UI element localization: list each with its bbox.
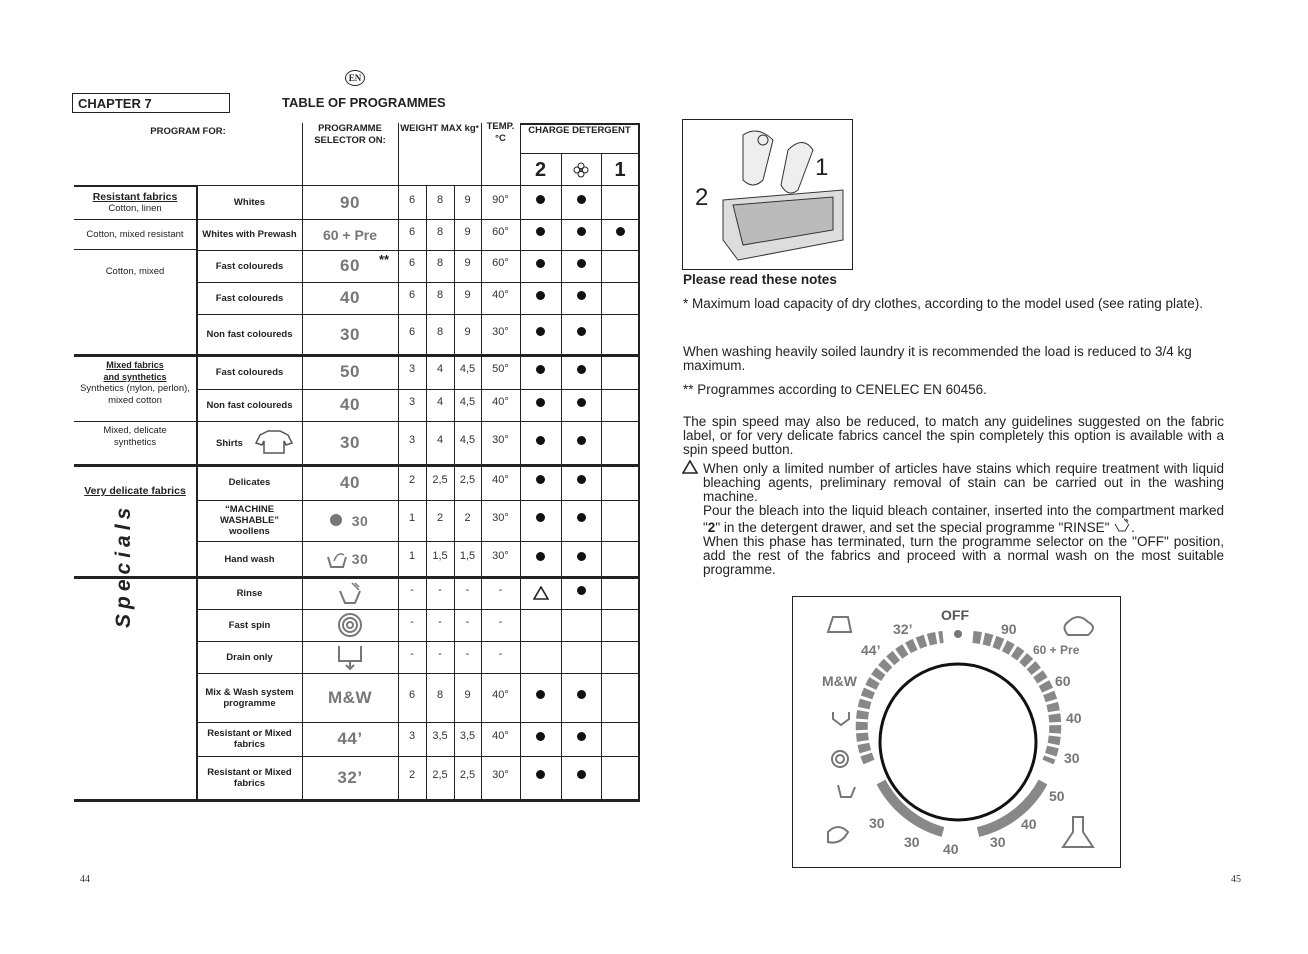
weight-value: 3,5 <box>459 730 476 742</box>
programme-selector-value: 40 <box>340 288 360 307</box>
detergent-compartment-2: 2 <box>534 158 547 181</box>
programme-selector-value: 44’ <box>337 729 363 748</box>
warning-triangle-icon <box>682 460 698 479</box>
detergent-dot <box>520 279 561 311</box>
weight-value: 8 <box>436 225 444 238</box>
dot-icon <box>577 365 586 374</box>
detergent-dot <box>520 386 561 418</box>
drain-icon <box>302 641 398 673</box>
dial-50: 50 <box>1049 788 1065 804</box>
temp-value: 40° <box>492 289 509 301</box>
detergent-dot <box>520 418 561 462</box>
spin-icon <box>302 609 398 641</box>
dial-30-handwash: 30 <box>869 815 885 831</box>
detergent-dot <box>561 418 601 462</box>
dot-icon <box>577 227 586 236</box>
note-bleach <box>703 462 1224 577</box>
weight-value: 3,5 <box>432 730 448 742</box>
temp-value: 30° <box>492 325 509 338</box>
header-weight-star: * <box>475 124 479 133</box>
group-title: and synthetics <box>103 372 167 382</box>
detergent-dot <box>561 753 601 796</box>
dial-30-wool: 30 <box>904 834 920 850</box>
detergent-dot <box>520 462 561 497</box>
detergent-dot <box>561 247 601 279</box>
detergent-dot <box>561 670 601 719</box>
weight-value: 9 <box>464 289 471 301</box>
dot-icon <box>577 291 586 300</box>
weight-value: 6 <box>408 325 416 338</box>
dial-32: 32’ <box>893 621 913 637</box>
group-very-delicate <box>74 478 196 504</box>
page-number-right: 45 <box>1231 874 1241 885</box>
weight-value: 4 <box>436 363 444 375</box>
dot-icon <box>536 195 545 204</box>
weight-value: 1,5 <box>432 550 448 562</box>
dial-60: 60 <box>1055 673 1071 689</box>
dot-icon <box>577 586 586 595</box>
programme-name: Resistant or Mixed fabrics <box>207 766 292 789</box>
temp-value: 40° <box>492 473 509 486</box>
programme-selector-value: 30 <box>340 433 360 452</box>
weight-value: 4 <box>436 396 444 408</box>
note-bleach-p2 <box>703 504 1224 535</box>
selector-note: ** <box>378 251 390 267</box>
table-rule <box>74 421 197 422</box>
weight-value: 8 <box>436 325 444 338</box>
group-mixed-delicate: Mixed, delicate synthetics <box>103 425 167 448</box>
temp-value: 30° <box>492 434 509 446</box>
dot-icon <box>536 398 545 407</box>
weight-value: - <box>410 616 414 628</box>
dot-icon <box>577 732 586 741</box>
dot-icon <box>536 513 545 522</box>
note-cenelec: ** Programmes according to CENELEC EN 60456. <box>683 382 987 397</box>
flower-icon <box>561 154 601 186</box>
weight-value: 4,5 <box>459 363 476 375</box>
dial-30: 30 <box>1064 750 1080 766</box>
weight-value: 6 <box>408 289 416 301</box>
table-rule <box>520 153 640 154</box>
programme-selector-value: 40 <box>340 395 360 414</box>
dot-icon <box>536 690 545 699</box>
detergent-dot <box>520 216 561 247</box>
group-title: Resistant fabrics <box>92 191 178 203</box>
weight-value: 2 <box>464 511 471 524</box>
weight-value: 6 <box>408 193 416 206</box>
detergent-dot <box>520 719 561 753</box>
dot-icon <box>536 259 545 268</box>
temp-value: - <box>498 616 503 628</box>
group-rule <box>74 185 197 187</box>
group-subtitle: Cotton, linen <box>108 203 162 214</box>
dot-icon <box>577 475 586 484</box>
programme-name: Fast coloureds <box>215 292 284 304</box>
detergent-dot <box>561 574 601 606</box>
weight-value: 1 <box>408 511 416 524</box>
programme-name: Non fast coloureds <box>206 329 293 340</box>
dot-icon <box>577 398 586 407</box>
header-program-for: PROGRAM FOR: <box>150 126 226 137</box>
programme-name: Fast spin <box>228 619 271 631</box>
temp-value: 90° <box>492 193 509 206</box>
weight-value: 1,5 <box>459 550 476 562</box>
weight-value: 2 <box>408 768 416 781</box>
detergent-dot <box>561 386 601 418</box>
weight-value: 9 <box>464 193 471 206</box>
table-bottom-rule <box>74 799 640 802</box>
programme-name: Resistant or Mixed fabrics <box>207 728 292 750</box>
rinse-icon <box>1113 518 1131 532</box>
note-bleach-p3: When this phase has terminated, turn the programme selector on the "OFF" position, add the rest of the fabrics and proceed with a normal wash on the most suitable programme. <box>703 534 1224 577</box>
programme-dial-illustration <box>792 596 1121 868</box>
weight-value: 2,5 <box>459 768 476 781</box>
temp-value: 30° <box>492 511 509 524</box>
notes-title: Please read these notes <box>683 272 837 287</box>
weight-value: 9 <box>464 257 471 269</box>
dot-icon <box>536 365 545 374</box>
group-title: Very delicate fabrics <box>84 485 186 497</box>
rinse-icon <box>302 577 398 609</box>
detergent-dot <box>561 311 601 352</box>
dot-icon <box>536 227 545 236</box>
weight-value: 8 <box>436 688 444 701</box>
dot-icon <box>616 227 625 236</box>
programme-selector-value: 60 + Pre <box>322 226 378 243</box>
weight-value: 4 <box>436 434 444 446</box>
weight-value: 8 <box>436 289 444 301</box>
programme-selector-value: 32’ <box>337 767 363 787</box>
programme-name: “MACHINE WASHABLE” woollens <box>219 504 280 537</box>
dot-icon <box>577 195 586 204</box>
detergent-dot <box>561 497 601 538</box>
detergent-dot <box>561 216 601 247</box>
programme-name: Fast coloureds <box>215 260 284 272</box>
temp-value: 40° <box>492 730 509 742</box>
note-bleach-p1: When only a limited number of articles have stains which require treatment with liquid bleaching agents, preliminary removal of stain can be carried out in the washing machine. <box>703 461 1224 504</box>
detergent-dot <box>561 719 601 753</box>
dot-icon <box>577 327 586 336</box>
weight-value: 6 <box>408 688 416 701</box>
programme-selector-value: 30 <box>351 512 369 529</box>
dot-icon <box>577 552 586 561</box>
programme-name: Whites <box>233 197 266 208</box>
programme-selector-value: 90 <box>340 192 360 212</box>
dot-icon <box>577 770 586 779</box>
header-weight <box>398 123 481 163</box>
temp-value: 60° <box>492 257 509 269</box>
weight-value: 3 <box>408 730 416 742</box>
dial-40-synthetic: 40 <box>1021 816 1037 832</box>
dot-icon <box>577 259 586 268</box>
weight-value: 3 <box>408 363 416 375</box>
chapter-label: CHAPTER 7 <box>72 93 230 113</box>
weight-value: 4,5 <box>459 434 476 446</box>
detergent-dot <box>520 538 561 574</box>
weight-value: - <box>438 584 442 596</box>
weight-value: 3 <box>408 434 416 446</box>
weight-value: 9 <box>464 225 471 238</box>
programme-name: Whites with Prewash <box>202 229 297 240</box>
detergent-dot <box>561 538 601 574</box>
weight-value: 2,5 <box>432 473 448 486</box>
programme-name: Fast coloureds <box>215 366 284 378</box>
detergent-dot <box>520 352 561 386</box>
dial-40-delicate: 40 <box>943 841 959 857</box>
dial-44: 44’ <box>861 642 881 658</box>
weight-value: - <box>438 648 442 660</box>
dial-off: OFF <box>941 607 969 623</box>
weight-value: 8 <box>436 257 444 269</box>
weight-value: 2 <box>436 511 444 524</box>
programme-name: Shirts <box>216 437 243 449</box>
temp-value: 50° <box>492 363 509 375</box>
weight-value: - <box>465 616 470 628</box>
page-title: TABLE OF PROGRAMMES <box>282 95 446 110</box>
note-bleach-text: Pour the bleach into the liquid bleach container, inserted into the compartment marked " <box>703 503 1224 535</box>
group-mixed-fabrics <box>80 357 190 409</box>
programme-selector-value: 60 <box>340 256 360 275</box>
group-resistant-fabrics <box>74 188 196 218</box>
dial-40: 40 <box>1066 710 1082 726</box>
weight-value: 2 <box>408 473 416 486</box>
detergent-dot <box>520 497 561 538</box>
group-title: Mixed fabrics <box>106 360 164 370</box>
weight-value: - <box>465 648 470 660</box>
programme-name: Rinse <box>236 587 263 599</box>
dot-icon <box>536 770 545 779</box>
warning-triangle-icon <box>520 577 561 609</box>
weight-value: 4,5 <box>459 396 476 408</box>
dial-60-pre: 60 + Pre <box>1033 643 1080 657</box>
weight-value: - <box>438 616 442 628</box>
note-max-load: * Maximum load capacity of dry clothes, according to the model used (see rating plate). <box>683 296 1204 311</box>
weight-value: - <box>410 648 414 660</box>
weight-value: 2,5 <box>459 473 476 486</box>
group-cotton-mixed: Cotton, mixed <box>105 266 165 277</box>
weight-value: - <box>410 584 414 596</box>
note-bleach-text-2: " in the detergent drawer, and set the special programme "RINSE" <box>715 520 1110 535</box>
temp-value: 40° <box>492 688 509 701</box>
dot-icon <box>577 513 586 522</box>
detergent-drawer-illustration <box>682 119 853 270</box>
note-soiled: When washing heavily soiled laundry it is recommended the load is reduced to 3/4 kg maximum. <box>683 344 1192 373</box>
dot-icon <box>536 291 545 300</box>
programme-selector-value: 40 <box>340 472 360 492</box>
detergent-dot <box>520 753 561 796</box>
group-subtitle: Synthetics (nylon, perlon), mixed cotton <box>80 383 190 406</box>
hand-wash-icon <box>326 549 348 569</box>
table-rule <box>520 123 640 125</box>
programme-selector-value: 30 <box>351 551 369 567</box>
detergent-dot <box>520 670 561 719</box>
weight-value: 9 <box>464 325 471 338</box>
dot-icon <box>536 475 545 484</box>
dot-icon <box>536 436 545 445</box>
dot-icon <box>577 436 586 445</box>
temp-value: 40° <box>492 396 509 408</box>
programme-selector-value: 30 <box>340 324 360 344</box>
weight-value: 9 <box>464 688 471 701</box>
dot-icon <box>536 732 545 741</box>
weight-value: - <box>465 584 470 596</box>
detergent-dot <box>561 279 601 311</box>
table-rule <box>74 249 197 250</box>
note-bleach-bold: 2 <box>707 520 716 535</box>
temp-value: 30° <box>492 550 509 562</box>
page-number-left: 44 <box>80 874 90 885</box>
detergent-dot <box>520 247 561 279</box>
header-detergent: CHARGE DETERGENT <box>528 125 631 136</box>
compartment-2-label: 2 <box>695 184 709 211</box>
detergent-dot <box>520 311 561 352</box>
group-cotton-mixed-resistant: Cotton, mixed resistant <box>86 228 184 240</box>
detergent-dot <box>561 183 601 216</box>
specials-label: Specials <box>112 502 135 628</box>
detergent-dot <box>520 183 561 216</box>
wool-icon <box>326 510 346 530</box>
detergent-dot <box>561 352 601 386</box>
programme-name: Mix & Wash system programme <box>205 686 294 709</box>
programme-name: Hand wash <box>224 553 275 565</box>
detergent-dot <box>601 216 639 247</box>
detergent-compartment-1: 1 <box>614 158 626 181</box>
programme-name: Delicates <box>228 477 271 488</box>
programme-selector-value: M&W <box>328 687 372 707</box>
programme-name: Drain only <box>226 651 273 663</box>
dial-30-shirts: 30 <box>990 834 1006 850</box>
weight-value: 6 <box>408 225 416 238</box>
language-badge: EN <box>345 70 365 86</box>
programme-name: Non fast coloureds <box>206 399 293 411</box>
temp-value: - <box>498 648 503 660</box>
shirt-icon <box>252 428 296 456</box>
dial-90: 90 <box>1001 621 1017 637</box>
header-weight-text: WEIGHT MAX kg <box>400 123 476 134</box>
temp-value: 60° <box>492 225 509 238</box>
weight-value: 3 <box>408 396 416 408</box>
header-selector: PROGRAMME SELECTOR ON: <box>314 123 386 146</box>
compartment-1-label: 1 <box>815 154 829 181</box>
note-bleach-end: . <box>1131 520 1135 535</box>
temp-value: - <box>498 584 503 596</box>
weight-value: 2,5 <box>432 768 448 781</box>
table-rule <box>196 186 198 799</box>
weight-value: 1 <box>408 550 416 562</box>
dot-icon <box>536 552 545 561</box>
weight-value: 6 <box>408 257 416 269</box>
weight-value: 8 <box>436 193 444 206</box>
temp-value: 30° <box>492 768 509 781</box>
dial-mw: M&W <box>822 673 857 689</box>
programme-selector-value: 50 <box>340 362 360 381</box>
note-spin: The spin speed may also be reduced, to match any guidelines suggested on the fabric label, or for very delicate fabrics cancel the spin completely this option is available with a spin speed button. <box>683 414 1224 457</box>
dot-icon <box>536 327 545 336</box>
header-temp: TEMP. °C <box>486 121 515 144</box>
dot-icon <box>577 690 586 699</box>
detergent-dot <box>561 462 601 497</box>
